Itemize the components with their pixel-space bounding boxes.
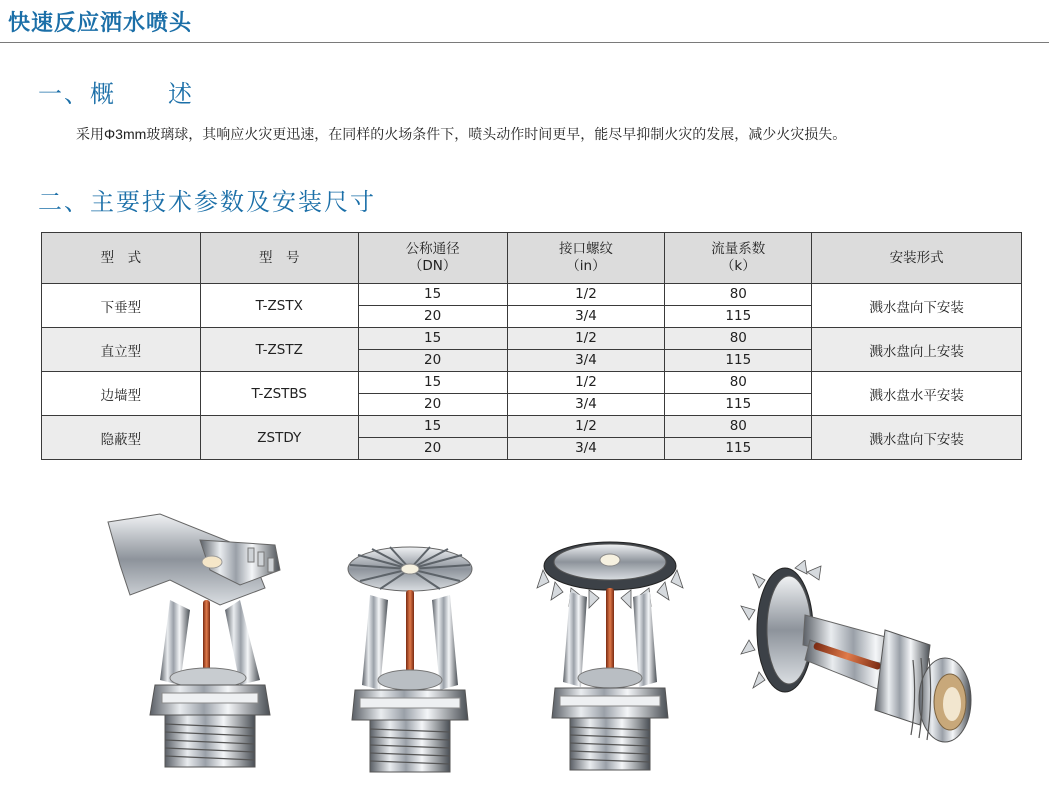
header-dn xyxy=(358,233,507,284)
header-k xyxy=(665,233,812,284)
cell-thread: 1/2 xyxy=(507,416,665,438)
cell-dn: 15 xyxy=(358,328,507,350)
cell-k: 80 xyxy=(665,284,812,306)
header-k-label: 流量系数 xyxy=(711,241,766,257)
header-thread-label: 接口螺纹 xyxy=(558,241,613,257)
cell-model: T-ZSTZ xyxy=(200,328,358,372)
cell-k: 115 xyxy=(665,350,812,372)
cell-dn: 20 xyxy=(358,350,507,372)
table-row xyxy=(42,416,1022,438)
cell-k: 80 xyxy=(665,416,812,438)
cell-thread: 1/2 xyxy=(507,372,665,394)
cell-k: 80 xyxy=(665,328,812,350)
cell-dn: 15 xyxy=(358,372,507,394)
header-k-unit: （k） xyxy=(720,258,756,274)
cell-model: T-ZSTBS xyxy=(200,372,358,416)
sidewall-sprinkler-icon xyxy=(100,510,290,780)
title-divider xyxy=(0,42,1049,43)
cell-dn: 20 xyxy=(358,438,507,460)
angled-sprinkler-icon xyxy=(735,560,985,760)
cell-model: T-ZSTX xyxy=(200,284,358,328)
cell-type: 隐蔽型 xyxy=(42,416,201,460)
table-row xyxy=(42,284,1022,306)
header-type: 型 式 xyxy=(42,233,201,284)
overview-heading: 一、概 述 xyxy=(38,81,194,108)
cell-type: 下垂型 xyxy=(42,284,201,328)
cell-dn: 20 xyxy=(358,306,507,328)
cell-model: ZSTDY xyxy=(200,416,358,460)
upright-sprinkler-icon xyxy=(535,530,685,780)
cell-k: 115 xyxy=(665,394,812,416)
cell-dn: 20 xyxy=(358,394,507,416)
cell-thread: 1/2 xyxy=(507,328,665,350)
cell-k: 115 xyxy=(665,306,812,328)
specs-heading: 二、主要技术参数及安装尺寸 xyxy=(38,189,376,216)
header-dn-unit: （DN） xyxy=(408,258,457,274)
cell-install: 溅水盘向下安装 xyxy=(812,416,1022,460)
cell-dn: 15 xyxy=(358,284,507,306)
cell-install: 溅水盘向下安装 xyxy=(812,284,1022,328)
cell-thread: 3/4 xyxy=(507,350,665,372)
cell-thread: 3/4 xyxy=(507,306,665,328)
header-thread-unit: （in） xyxy=(566,258,606,274)
overview-text: 采用Φ3mm玻璃球，其响应火灾更迅速，在同样的火场条件下，喷头动作时间更早，能尽早抑制火灾的发展，减少火灾损失。 xyxy=(76,126,847,142)
header-model: 型 号 xyxy=(200,233,358,284)
table-row xyxy=(42,372,1022,394)
cell-k: 115 xyxy=(665,438,812,460)
header-dn-label: 公称通径 xyxy=(405,241,460,257)
cell-install: 溅水盘向上安装 xyxy=(812,328,1022,372)
cell-thread: 3/4 xyxy=(507,438,665,460)
header-install: 安装形式 xyxy=(812,233,1022,284)
cell-thread: 1/2 xyxy=(507,284,665,306)
header-thread xyxy=(507,233,665,284)
table-row xyxy=(42,328,1022,350)
spec-table xyxy=(41,232,1022,460)
page-title: 快速反应洒水喷头 xyxy=(8,10,193,35)
cell-type: 直立型 xyxy=(42,328,201,372)
cell-install: 溅水盘水平安装 xyxy=(812,372,1022,416)
cell-k: 80 xyxy=(665,372,812,394)
spec-table-header-row xyxy=(42,233,1022,284)
cell-dn: 15 xyxy=(358,416,507,438)
pendent-sprinkler-icon xyxy=(340,535,480,780)
cell-thread: 3/4 xyxy=(507,394,665,416)
cell-type: 边墙型 xyxy=(42,372,201,416)
